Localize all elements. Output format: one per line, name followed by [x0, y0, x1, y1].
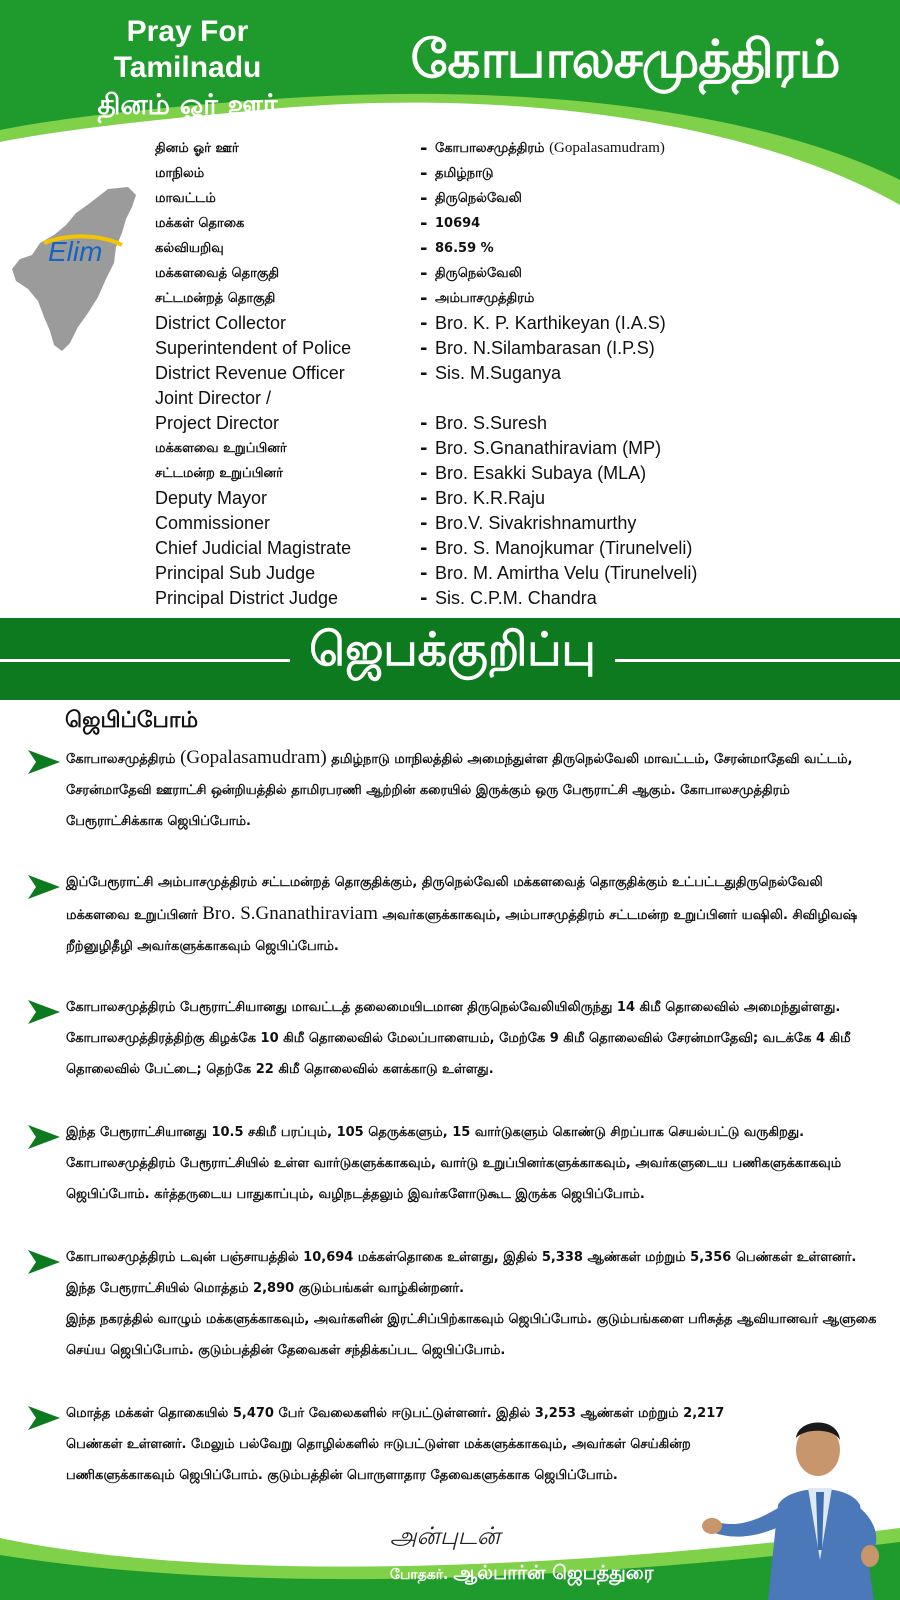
arrow-bullet-icon: [28, 1125, 60, 1149]
info-value: 86.59 %: [435, 241, 494, 256]
info-label: தினம் ஓர் ஊர்: [155, 140, 239, 156]
pastor-name: போதகர். ஆல்பார்ன் ஜெபத்துரை: [390, 1562, 654, 1584]
elim-logo: Elim: [48, 236, 103, 267]
prayer-point: [28, 992, 888, 1085]
prayer-text: இந்த பேரூராட்சியானது 10.5 சகிமீ பரப்பும், 105 தெருக்களும், 15 வார்டுகளும் கொண்டு சிறப்பாக செயல்பட்டு வருகிறது. கோபாலசமுத்திரம் பேரூராட்சியில் உள்ள வார்டுகளுக்காகவும், வார்டு உறுப்பினர்களுக்காகவும், அவர்களுடைய பணிகளுக்காகவும் ஜெபிப்போம். கர்த்தருடைய பாதுகாப்பும், வழிநடத்தலும் இவர்களோடுகூட இருக்க ஜெபிப்போம்.: [66, 1125, 842, 1202]
info-value: Bro. S.Suresh: [435, 413, 548, 433]
info-row: [155, 336, 895, 361]
info-row: [155, 511, 895, 536]
info-dash: -: [420, 163, 428, 184]
prayer-point: [28, 1398, 728, 1491]
info-row: [155, 386, 895, 411]
info-label: Joint Director /: [155, 388, 272, 408]
info-dash: -: [420, 363, 428, 384]
prayer-text: மொத்த மக்கள் தொகையில் 5,470 பேர் வேலைகளில் ஈடுபட்டுள்ளனர். இதில் 3,253 ஆண்கள் மற்றும் 2,217 பெண்கள் உள்ளனர். மேலும் பல்வேறு தொழில்களில் ஈடுபட்டுள்ள மக்களுக்காகவும், அவர்கள் செய்கின்ற பணிகளுக்காகவும் ஜெபிப்போம். குடும்பத்தின் பொருளாதார தேவைகளுக்காக ஜெபிப்போம்.: [66, 1406, 725, 1483]
info-row: [155, 586, 895, 611]
info-row: [155, 361, 895, 386]
info-value: கோபாலசமுத்திரம் (Gopalasamudram): [435, 140, 665, 156]
info-label: மாநிலம்: [155, 165, 205, 181]
info-row: [155, 236, 895, 261]
info-row: [155, 161, 895, 186]
info-row: [155, 411, 895, 436]
info-value: Sis. C.P.M. Chandra: [435, 588, 597, 608]
info-row: [155, 186, 895, 211]
arrow-bullet-icon: [28, 750, 60, 774]
info-row: [155, 561, 895, 586]
info-label: மக்களவை உறுப்பினர்: [155, 440, 287, 456]
info-dash: -: [420, 488, 428, 509]
info-dash: -: [420, 588, 428, 609]
info-dash: -: [420, 463, 428, 484]
info-value: திருநெல்வேலி: [435, 190, 522, 206]
info-value: தமிழ்நாடு: [435, 165, 494, 181]
signature: அன்புடன்: [390, 1522, 501, 1550]
info-dash: -: [420, 313, 428, 334]
info-label: Commissioner: [155, 513, 271, 533]
section-band: [0, 618, 900, 700]
info-label: மக்களவைத் தொகுதி: [155, 265, 280, 281]
info-label: District Revenue Officer: [155, 363, 345, 383]
info-table: [155, 136, 895, 611]
arrow-bullet-icon: [28, 1000, 60, 1024]
info-dash: -: [420, 413, 428, 434]
arrow-bullet-icon: [28, 1406, 60, 1430]
info-value: Bro. Esakki Subaya (MLA): [435, 463, 647, 483]
info-row: [155, 286, 895, 311]
tagline-line-1: Pray For Tamilnadu: [113, 15, 262, 84]
info-row: [155, 211, 895, 236]
info-row: [155, 536, 895, 561]
info-value: Bro. K.R.Raju: [435, 488, 546, 508]
info-label: Principal Sub Judge: [155, 563, 316, 583]
info-label: District Collector: [155, 313, 287, 333]
prayer-heading: ஜெபிப்போம்: [65, 708, 199, 733]
info-dash: -: [420, 563, 428, 584]
arrow-bullet-icon: [28, 1250, 60, 1274]
info-row: [155, 461, 895, 486]
info-dash: -: [420, 513, 428, 534]
info-dash: -: [420, 263, 428, 284]
info-value: Bro. N.Silambarasan (I.P.S): [435, 338, 655, 358]
tamilnadu-map-icon: [10, 185, 140, 355]
band-divider-right: [615, 659, 900, 662]
info-dash: -: [420, 288, 428, 309]
info-value: அம்பாசமுத்திரம்: [435, 290, 535, 306]
town-title: கோபாலசமுத்திரம்: [410, 30, 840, 90]
info-label: Deputy Mayor: [155, 488, 268, 508]
info-dash: -: [420, 188, 428, 209]
info-value: Bro. M. Amirtha Velu (Tirunelveli): [435, 563, 698, 583]
info-label: Superintendent of Police: [155, 338, 352, 358]
info-row: [155, 486, 895, 511]
info-dash: -: [420, 338, 428, 359]
prayer-text: கோபாலசமுத்திரம் (Gopalasamudram) தமிழ்நாடு மாநிலத்தில் அமைந்துள்ள திருநெல்வேலி மாவட்டம், சேரன்மாதேவி வட்டம், சேரன்மாதேவி ஊராட்சி ஒன்றியத்தில் தாமிரபரணி ஆற்றின் கரையில் இருக்கும் ஒரு பேரூராட்சி ஆகும். கோபாலசமுத்திரம் பேரூராட்சிக்காக ஜெபிப்போம்.: [66, 747, 853, 829]
info-label: மக்கள் தொகை: [155, 215, 245, 231]
info-dash: -: [420, 138, 428, 159]
prayer-point: [28, 742, 888, 837]
tagline: [60, 14, 315, 124]
info-value: Sis. M.Suganya: [435, 363, 562, 383]
band-divider-left: [0, 659, 290, 662]
info-label: சட்டமன்ற உறுப்பினர்: [155, 465, 283, 481]
prayer-text: கோபாலசமுத்திரம் டவுன் பஞ்சாயத்தில் 10,694 மக்கள்தொகை உள்ளது, இதில் 5,338 ஆண்கள் மற்றும் 5,356 பெண்கள் உள்ளனர். இந்த பேரூராட்சியில் மொத்தம் 2,890 குடும்பங்கள் வாழ்கின்றனர். இந்த நகரத்தில் வாழும் மக்களுக்காகவும், அவர்களின் இரட்சிப்பிற்காகவும் ஜெபிப்போம். குடும்பங்களை பரிசுத்த ஆவியானவர் ஆளுகை செய்ய ஜெபிப்போம். குடும்பத்தின் தேவைகள் சந்திக்கப்பட ஜெபிப்போம்.: [66, 1250, 877, 1358]
info-value: Bro.V. Sivakrishnamurthy: [435, 513, 637, 533]
info-dash: -: [420, 238, 428, 259]
info-label: Chief Judicial Magistrate: [155, 538, 352, 558]
prayer-point: [28, 1242, 888, 1366]
info-value: Bro. S. Manojkumar (Tirunelveli): [435, 538, 693, 558]
info-label: கல்வியறிவு: [155, 240, 224, 256]
info-value: 10694: [435, 216, 481, 231]
info-dash: -: [420, 213, 428, 234]
prayer-point: [28, 867, 888, 962]
prayer-point: [28, 1117, 888, 1210]
section-title: ஜெபக்குறிப்பு: [309, 622, 596, 676]
info-row: [155, 311, 895, 336]
info-label: மாவட்டம்: [155, 190, 216, 206]
info-label: சட்டமன்றத் தொகுதி: [155, 290, 276, 306]
prayer-text: கோபாலசமுத்திரம் பேரூராட்சியானது மாவட்டத் தலைமையிடமான திருநெல்வேலியிலிருந்து 14 கிமீ தொலைவில் அமைந்துள்ளது. கோபாலசமுத்திரத்திற்கு கிழக்கே 10 கிமீ தொலைவில் மேலப்பாளையம், மேற்கே 9 கிமீ தொலைவில் சேரன்மாதேவி; வடக்கே 4 கிமீ தொலைவில் பேட்டை; தெற்கே 22 கிமீ தொலைவில் களக்காடு உள்ளது.: [66, 1000, 851, 1077]
arrow-bullet-icon: [28, 875, 60, 899]
info-dash: -: [420, 438, 428, 459]
info-label: Project Director: [155, 413, 280, 433]
tagline-line-2: தினம் ஓர் ஊர்: [97, 88, 278, 121]
info-row: [155, 136, 895, 161]
info-label: Principal District Judge: [155, 588, 339, 608]
pastor-photo: [698, 1410, 900, 1600]
info-value: Bro. S.Gnanathiraviam (MP): [435, 438, 662, 458]
info-value: திருநெல்வேலி: [435, 265, 522, 281]
info-dash: -: [420, 538, 428, 559]
info-row: [155, 261, 895, 286]
info-row: [155, 436, 895, 461]
info-value: Bro. K. P. Karthikeyan (I.A.S): [435, 313, 666, 333]
prayer-text: இப்பேரூராட்சி அம்பாசமுத்திரம் சட்டமன்றத் தொகுதிக்கும், திருநெல்வேலி மக்களவைத் தொகுதிக்கும் உட்பட்டதுதிருநெல்வேலி மக்களவை உறுப்பினர் Bro. S.Gnanathiraviam அவர்களுக்காகவும், அம்பாசமுத்திரம் சட்டமன்ற உறுப்பினர் யஷிலி. சிவிழிவஷ் றீற்னுழிதீழி அவர்களுக்காகவும் ஜெபிப்போம்.: [66, 875, 858, 954]
